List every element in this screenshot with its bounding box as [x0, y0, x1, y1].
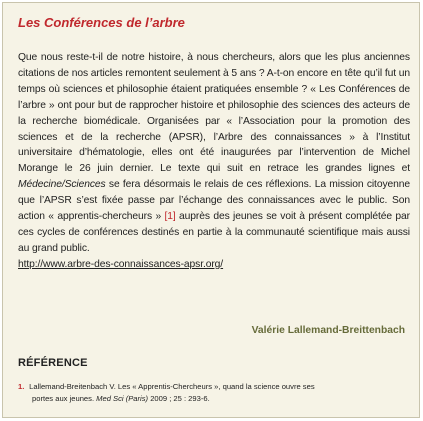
reference-text-c: 2009 ; 25 : 293-6. — [148, 394, 210, 403]
reference-heading: RÉFÉRENCE — [18, 357, 88, 369]
reference-number: 1. — [18, 382, 25, 391]
website-link[interactable]: http://www.arbre-des-connaissances-apsr.org/ — [18, 258, 224, 270]
reference-journal: Med Sci (Paris) — [96, 394, 149, 403]
body-paragraph — [18, 50, 410, 273]
author-signature: Valérie Lallemand-Breittenbach — [251, 325, 405, 336]
reference-list — [18, 381, 408, 405]
body-text-part-1: Que nous reste-t-il de notre histoire, à nous chercheurs, alors que les plus anciennes citations de nos articles remontent seulement à 5 ans ? A-t-on encore en tête qu’il fut un temps où sciences et philosophie étaient pratiquées ensemble ? « Les Conférences de l’arbre » ont pour but de rapprocher histoire et philosophie des sciences des acteurs de la recherche biomédicale. Organisées par « l’Association pour la promotion des sciences et de la recherche (APSR), l’Arbre des connaissances » à l’Institut universitaire d’hématologie, elles ont été inaugurées par l’intervention de Michel Morange le 26 juin dernier. Le texte qui suit en retrace les grandes lignes et — [18, 52, 410, 175]
box-title: Les Conférences de l’arbre — [18, 15, 185, 30]
reference-text-a: Lallemand-Breitenbach V. Les « Apprentis-Chercheurs », quand la science ouvre ses — [29, 382, 315, 391]
sidebar-box — [2, 2, 420, 418]
body-text-part-3: auprès des jeunes se voit à présent complétée par ces cycles de conférences destinés en partie à la communauté scientifique mais aussi au grand public. — [18, 211, 410, 254]
journal-name: Médecine/Sciences — [18, 179, 106, 191]
reference-marker[interactable]: [1] — [164, 211, 176, 223]
body-text-part-2: se fera désormais le relais de ces réflexions. La mission citoyenne que l’APSR s’est fixée passe par l’échange des connaissances avec le public. Son action « apprentis-chercheurs » — [18, 179, 410, 223]
reference-item — [18, 381, 408, 405]
reference-text-b: portes aux jeunes. — [32, 394, 97, 403]
